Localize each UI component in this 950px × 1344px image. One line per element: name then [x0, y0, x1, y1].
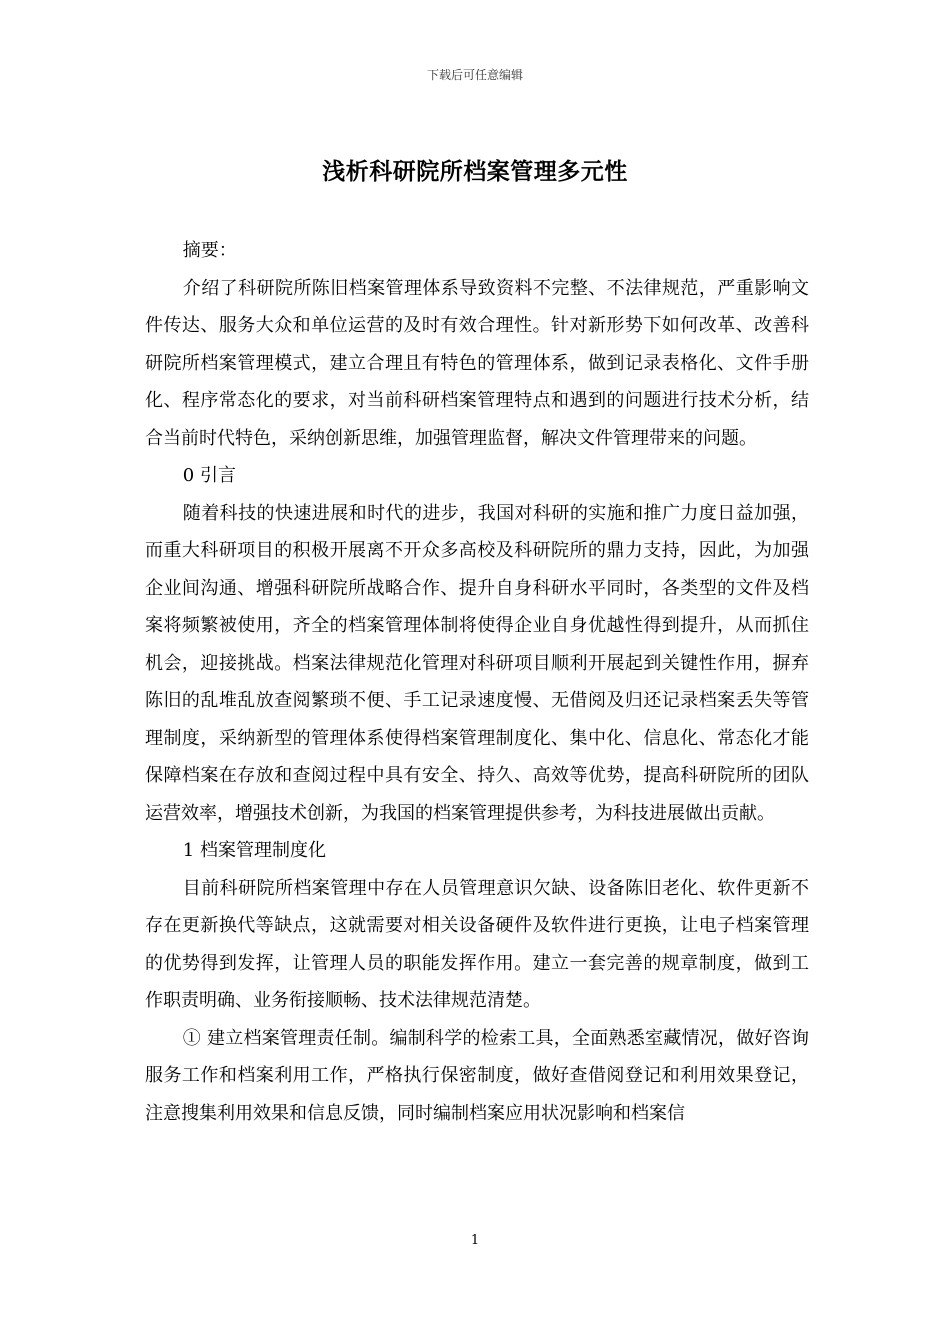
list-item-1: ① 建立档案管理责任制。编制科学的检索工具，全面熟悉室藏情况，做好咨询服务工作和档案利用工作，严格执行保密制度，做好查借阅登记和利用效果登记，注意搜集利用效果和信息反馈，同时编制档案应用状况影响和档案信	[145, 1027, 809, 1124]
document-body	[145, 232, 809, 1132]
introduction-paragraph: 随着科技的快速进展和时代的进步，我国对科研的实施和推广力度日益加强，而重大科研项目的积极开展离不开众多高校及科研院所的鼎力支持，因此，为加强企业间沟通、增强科研院所战略合作、提升自身科研水平同时，各类型的文件及档案将频繁被使用，齐全的档案管理体制将使得企业自身优越性得到提升，从而抓住机会，迎接挑战。档案法律规范化管理对科研项目顺利开展起到关键性作用，摒弃陈旧的乱堆乱放查阅繁琐不便、手工记录速度慢、无借阅及归还记录档案丢失等管理制度，采纳新型的管理体系使得档案管理制度化、集中化、信息化、常态化才能保障档案在存放和查阅过程中具有安全、持久、高效等优势，提高科研院所的团队运营效率，增强技术创新，为我国的档案管理提供参考，为科技进展做出贡献。	[145, 502, 809, 824]
section-heading-introduction: 0 引言	[182, 465, 236, 486]
header-note: 下载后可任意编辑	[426, 68, 523, 82]
abstract-heading: 摘要：	[182, 240, 237, 261]
page-number: 1	[470, 1233, 480, 1248]
document-title: 浅析科研院所档案管理多元性	[322, 158, 628, 185]
section-heading-1: 1 档案管理制度化	[182, 840, 326, 861]
section-1-paragraph: 目前科研院所档案管理中存在人员管理意识欠缺、设备陈旧老化、软件更新不存在更新换代等缺点，这就需要对相关设备硬件及软件进行更换，让电子档案管理的优势得到发挥，让管理人员的职能发挥作用。建立一套完善的规章制度，做到工作职责明确、业务衔接顺畅、技术法律规范清楚。	[145, 877, 809, 1011]
abstract-paragraph: 介绍了科研院所陈旧档案管理体系导致资料不完整、不法律规范，严重影响文件传达、服务大众和单位运营的及时有效合理性。针对新形势下如何改革、改善科研院所档案管理模式，建立合理且有特色的管理体系，做到记录表格化、文件手册化、程序常态化的要求，对当前科研档案管理特点和遇到的问题进行技术分析，结合当前时代特色，采纳创新思维，加强管理监督，解决文件管理带来的问题。	[145, 277, 809, 449]
